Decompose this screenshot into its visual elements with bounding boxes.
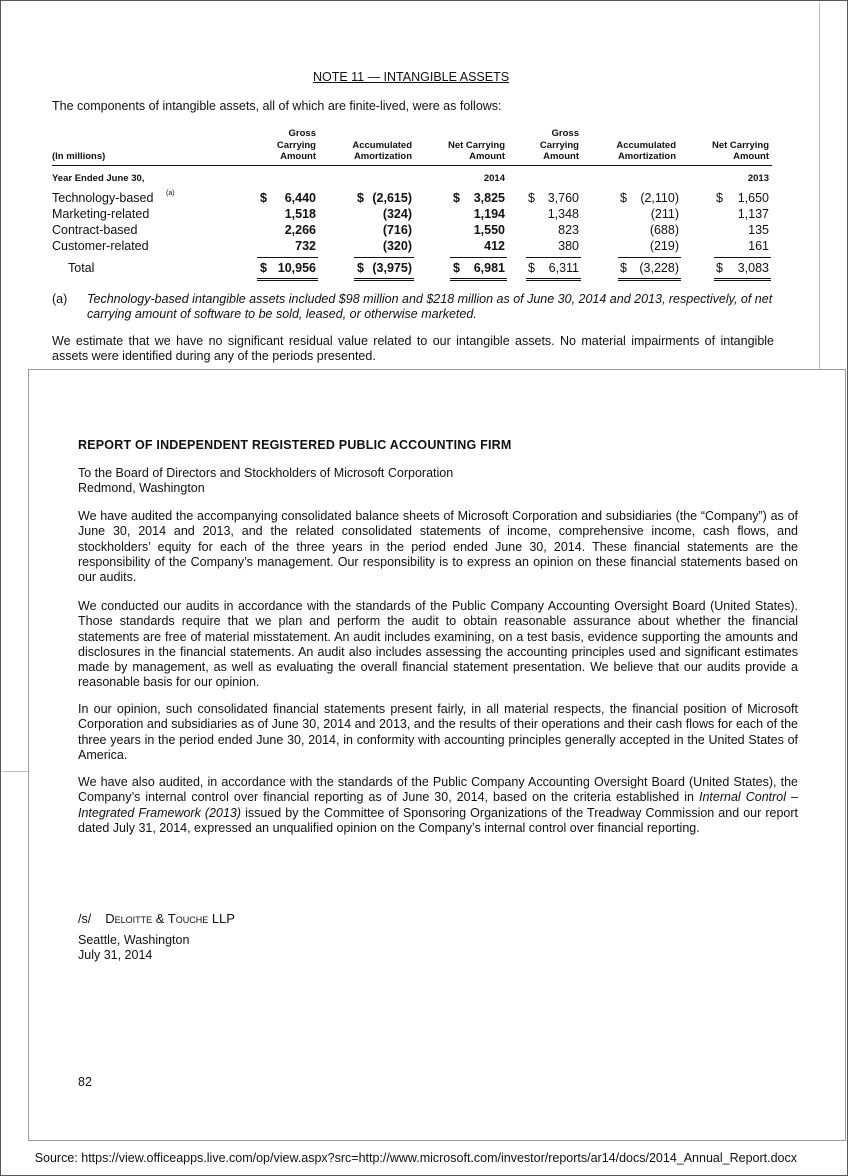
year-2013: 2013 [747,173,769,184]
table-row [52,239,772,255]
header-rule [52,165,772,166]
signature-place: Seattle, Washington [78,933,190,947]
total-double-rule [526,280,581,281]
table-cell: 412 [484,239,505,253]
currency-symbol: $ [260,261,267,275]
table-cell: (2,110) [640,191,679,205]
row-footnote-ref: (a) [166,190,175,197]
total-double-rule [618,278,681,279]
year-2014: 2014 [483,173,505,184]
total-double-rule [450,278,507,279]
table-total-row [52,261,772,277]
col-header-gross-2013: Gross Carrying Amount [539,128,579,162]
table-cell: 2,266 [284,223,316,237]
note-title: NOTE 11 — INTANGIBLE ASSETS [312,70,510,84]
report-paragraph-3: In our opinion, such consolidated financial statements present fairly, in all material respects, the financial position of Microsoft Corporation and subsidiaries as of June 30, 2014 and 2013, and the results of their operations and their cash flows for each of the three years in the period ended June 30, 2014, in conformity with accounting principles generally accepted in the United States of America. [78,702,798,762]
signature-date: July 31, 2014 [78,948,153,962]
currency-symbol: $ [357,191,364,205]
signature [78,911,235,926]
table-cell: (3,228) [639,261,679,275]
table-cell: 10,956 [277,261,316,275]
row-label: Customer-related [52,239,149,253]
table-row [52,207,772,223]
table-cell: 1,518 [284,207,316,221]
subtotal-rule [714,257,771,258]
total-double-rule [618,280,681,281]
table-cell: (2,615) [372,191,412,205]
report-title: REPORT OF INDEPENDENT REGISTERED PUBLIC ACCOUNTING FIRM [78,438,512,452]
subtotal-rule [450,257,507,258]
report-paragraph-4-part-a: We have also audited, in accordance with the standards of the Public Company Accounting Oversight Board (United States), the Company’s internal control over financial reporting as of June 30, 2014, based on the criteria established in [78,775,798,805]
total-double-rule [257,280,318,281]
table-cell: 823 [558,223,579,237]
currency-symbol: $ [620,261,627,275]
row-label: Marketing-related [52,207,150,221]
table-cell: 1,194 [473,207,505,221]
table-cell: 6,311 [548,261,579,275]
table-cell: (320) [382,239,412,253]
report-paragraph-2: We conducted our audits in accordance with the standards of the Public Company Accounting Oversight Board (United States). Those standards require that we plan and perform the audit to obtain reasonable assurance about whether the financial statements are free of material misstatement. An audit includes examining, on a test basis, evidence supporting the amounts and disclosures in the financial statements. An audit also includes assessing the accounting principles used and significant estimates made by management, as well as evaluating the overall financial statement presentation. We believe that our audits provide a reasonable basis for our opinion. [78,599,798,690]
footnote-text: Technology-based intangible assets included $98 million and $218 million as of June 30, 2014 and 2013, respectively, of net carrying amount of software to be sold, leased, or otherwise marketed. [87,292,773,321]
document-page-auditor-report [28,369,846,1141]
table-cell: (688) [649,223,679,237]
currency-symbol: $ [528,261,535,275]
total-double-rule [714,278,771,279]
estimate-paragraph: We estimate that we have no significant residual value related to our intangible assets. No material impairments of intangible assets were identified during any of the periods presented. [52,334,774,363]
currency-symbol: $ [260,191,267,205]
row-label: Technology-based [52,191,154,205]
units-label: (In millions) [52,151,106,162]
col-header-gross-2014: Gross Carrying Amount [276,128,316,162]
page-number: 82 [78,1075,92,1089]
addressee-line-2: Redmond, Washington [78,481,205,495]
currency-symbol: $ [620,191,627,205]
row-label: Total [68,261,95,275]
addressee [78,466,453,496]
table-cell: 6,981 [473,261,505,275]
signature-place-date [78,933,189,963]
total-double-rule [257,278,318,279]
source-caption: Source: https://view.officeapps.live.com/op/view.aspx?src=http://www.microsoft.com/investor/reports/ar14/docs/2014_Annual_Report.docx [34,1151,797,1165]
table-cell: 135 [748,223,769,237]
report-paragraph-4-part-b: issued by the Committee of Sponsoring Organizations of the Treadway Commission and our report dated July 31, 2014, expressed an unqualified opinion on the Company’s internal control over financial reporting. [78,805,798,835]
table-cell: 1,137 [737,207,769,221]
subtotal-rule [257,257,318,258]
currency-symbol: $ [453,191,460,205]
table-cell: 3,083 [737,261,769,275]
subtotal-rule [618,257,681,258]
table-cell: 161 [748,239,769,253]
table-cell: (324) [382,207,412,221]
signature-mark: /s/ [78,912,92,926]
table-row [52,191,772,207]
table-cell: 1,550 [473,223,505,237]
footnote-mark: (a) [52,292,68,306]
year-label: Year Ended June 30, [52,173,145,184]
row-label: Contract-based [52,223,138,237]
report-paragraph-4-framework: Internal Control – Integrated Framework (2013) [78,790,798,820]
currency-symbol: $ [357,261,364,275]
table-cell: 1,650 [737,191,769,205]
report-paragraph-4 [78,775,798,836]
total-double-rule [354,280,414,281]
col-header-net-2014: Net Carrying Amount [447,139,505,162]
table-cell: 380 [558,239,579,253]
table-cell: 3,760 [547,191,579,205]
currency-symbol: $ [716,191,723,205]
note-intro: The components of intangible assets, all of which are finite-lived, were as follows: [52,99,502,113]
subtotal-rule [526,257,581,258]
col-header-accum-2013: Accumulated Amortization [616,139,676,162]
col-header-net-2013: Net Carrying Amount [711,139,769,162]
total-double-rule [714,280,771,281]
total-double-rule [354,278,414,279]
table-cell: 6,440 [284,191,316,205]
firm-name: Deloitte & Touche LLP [105,911,235,926]
table-cell: (211) [650,207,679,221]
col-header-accum-2014: Accumulated Amortization [352,139,412,162]
table-cell: 1,348 [547,207,579,221]
table-cell: (716) [382,223,412,237]
table-cell: 3,825 [473,191,505,205]
currency-symbol: $ [716,261,723,275]
total-double-rule [450,280,507,281]
table-row [52,223,772,239]
currency-symbol: $ [528,191,535,205]
addressee-line-1: To the Board of Directors and Stockholders of Microsoft Corporation [78,466,454,480]
report-paragraph-1: We have audited the accompanying consolidated balance sheets of Microsoft Corporation and subsidiaries (the “Company”) as of June 30, 2014 and 2013, and the related consolidated statements of income, comprehensive income, cash flows, and stockholders’ equity for each of the three years in the period ended June 30, 2014. These financial statements are the responsibility of the Company’s management. Our responsibility is to express an opinion on these financial statements based on our audits. [78,509,798,585]
subtotal-rule [354,257,414,258]
total-double-rule [526,278,581,279]
currency-symbol: $ [453,261,460,275]
table-cell: (3,975) [372,261,412,275]
table-cell: (219) [649,239,679,253]
table-cell: 732 [295,239,316,253]
